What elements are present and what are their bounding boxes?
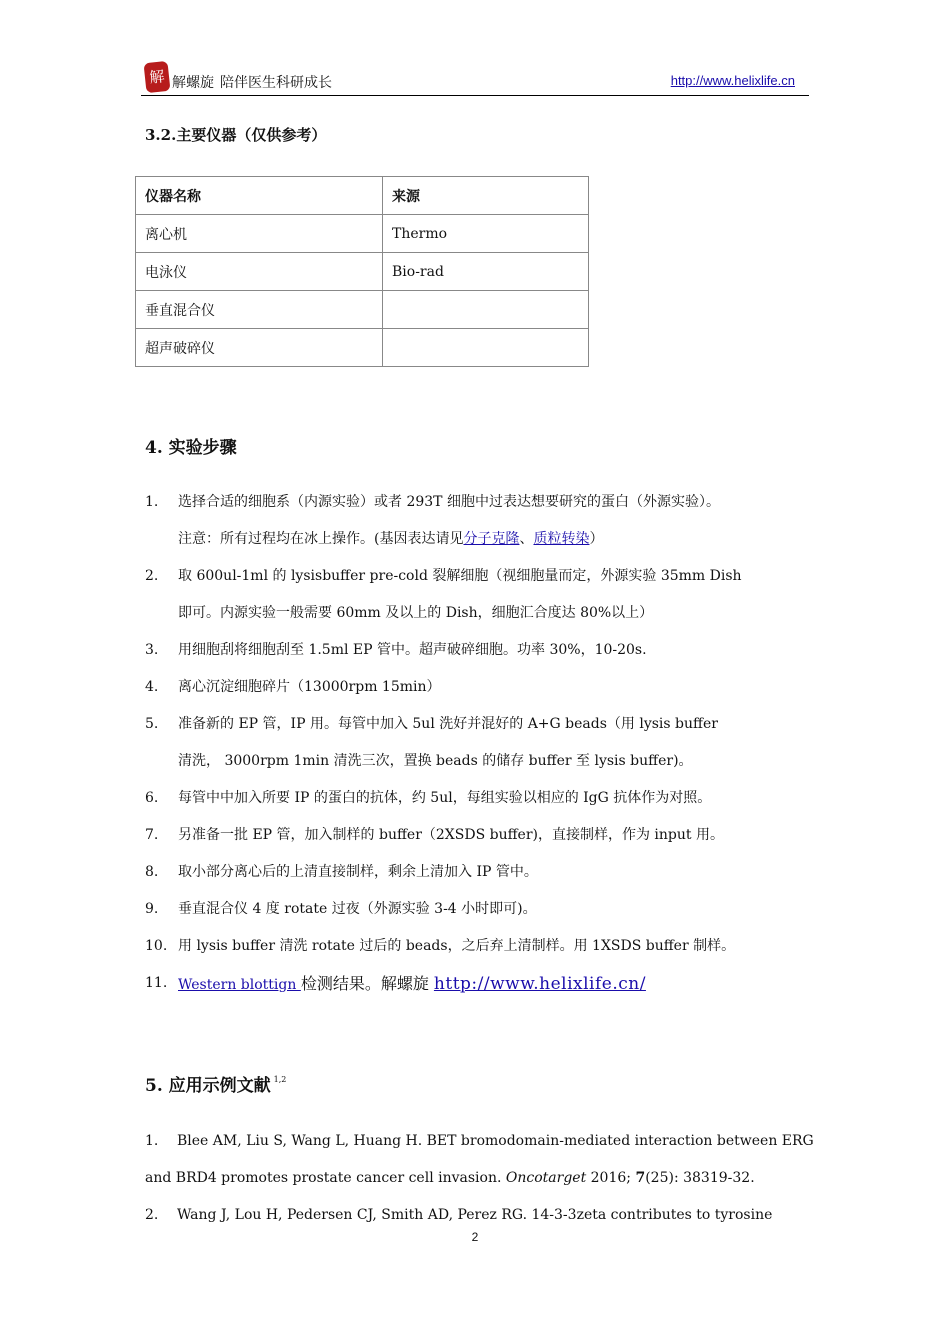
list-item [145,817,815,854]
step-number: 10. [145,938,168,954]
step-text: 用 lysis buffer 清洗 rotate 过后的 beads，之后弃上清制样。用 1XSDS buffer 制样。 [178,938,736,954]
instrument-name-cell: 超声破碎仪 [136,329,383,367]
step-number: 8. [145,864,159,880]
helix-logo: 解 [143,61,170,93]
step-number: 3. [145,642,159,658]
page-number: 2 [471,1230,479,1244]
list-item [145,632,815,669]
reference-text-continued [145,1160,810,1197]
instrument-name-cell: 垂直混合仪 [136,291,383,329]
list-item [145,928,815,965]
list-item [145,669,815,706]
step-text [178,965,815,1004]
step-number: 4. [145,679,159,695]
list-item [145,1123,814,1197]
reference-title-end: and BRD4 promotes prostate cancer cell invasion. [145,1170,506,1186]
section-3-2-title: 3.2.主要仪器（仅供参考） [145,126,327,144]
step-text: 垂直混合仪 4 度 rotate 过夜（外源实验 3-4 小时即可)。 [178,901,537,917]
instrument-table [135,176,589,367]
brand-name: 解螺旋 [172,75,214,91]
list-item [145,558,815,632]
step-text: 每管中中加入所要 IP 的蛋白的抗体，约 5ul，每组实验以相应的 IgG 抗体作为对照。 [178,790,712,806]
step-text: 准备新的 EP 管，IP 用。每管中加入 5ul 洗好并混好的 A+G beads（用 lysis buffer [178,716,718,732]
instrument-name-cell: 电泳仪 [136,253,383,291]
step-text: 用细胞刮将细胞刮至 1.5ml EP 管中。超声破碎细胞。功率 30%，10-20s. [178,642,647,658]
header-divider [141,95,809,96]
journal-name: Oncotarget [505,1170,587,1186]
step-number: 1. [145,494,159,510]
step-text: 离心沉淀细胞碎片（13000rpm 15min） [178,679,441,695]
plasmid-transfection-link[interactable]: 质粒转染 [533,531,590,547]
table-row [136,253,589,291]
reference-number: 1. [145,1133,159,1149]
instrument-source-cell [383,291,589,329]
instrument-source-cell: Thermo [383,215,589,253]
table-row [136,291,589,329]
reference-volume: 7 [635,1170,646,1186]
molecular-cloning-link[interactable]: 分子克隆 [463,531,520,547]
table-header-cell: 来源 [383,177,589,215]
list-item [145,484,815,558]
list-item [145,1197,810,1234]
section-5-title [145,1071,286,1096]
step-note-prefix: 注意：所有过程均在冰上操作。(基因表达请见 [178,531,464,547]
step-text: 取 600ul-1ml 的 lysisbuffer pre-cold 裂解细胞（视细胞量而定，外源实验 35mm Dish [178,568,742,584]
list-item [145,891,815,928]
table-row [136,215,589,253]
header-site-link[interactable]: http://www.helixlife.cn [670,73,795,88]
table-header-row [136,177,589,215]
step-text-mid: 检测结果。解螺旋 [300,974,434,993]
brand-slogan: 陪伴医生科研成长 [220,75,332,91]
step-number: 5. [145,716,159,732]
brand [172,72,332,92]
instrument-name-cell: 离心机 [136,215,383,253]
step-number: 2. [145,568,159,584]
step-text: 另准备一批 EP 管，加入制样的 buffer（2XSDS buffer)，直接制样，作为 input 用。 [178,827,724,843]
step-number: 7. [145,827,159,843]
instrument-source-cell [383,329,589,367]
list-item [145,965,815,1004]
list-item [145,706,815,780]
step-note [178,521,815,558]
page-header [0,0,950,100]
step-text: 选择合适的细胞系（内源实验）或者 293T 细胞中过表达想要研究的蛋白（外源实验）。 [178,494,720,510]
step-note-suffix: ） [589,531,604,547]
reference-number: 2. [145,1207,159,1223]
reference-list [145,1123,814,1234]
list-item [145,854,815,891]
table-row [136,329,589,367]
link-separator: 、 [519,531,534,547]
reference-text: Wang J, Lou H, Pedersen CJ, Smith AD, Perez RG. 14-3-3zeta contributes to tyrosine [177,1207,773,1223]
step-number: 6. [145,790,159,806]
table-header-cell: 仪器名称 [136,177,383,215]
section-4-title: 4. 实验步骤 [145,438,237,458]
step-number: 11. [145,975,168,991]
step-number: 9. [145,901,159,917]
section-5-title-text: 5. 应用示例文献 [145,1076,271,1096]
citation-superscript: 1,2 [273,1075,287,1084]
step-text-continued: 即可。内源实验一般需要 60mm 及以上的 Dish，细胞汇合度达 80%以上） [178,605,654,621]
protocol-steps [145,484,815,1004]
step-text-continued: 清洗， 3000rpm 1min 清洗三次，置换 beads 的储存 buffer 至 lysis buffer)。 [178,753,693,769]
step-text: 取小部分离心后的上清直接制样，剩余上清加入 IP 管中。 [178,864,538,880]
helixlife-link[interactable]: http://www.helixlife.cn/ [433,974,646,994]
western-blotting-link[interactable]: Western blottign [178,977,301,993]
reference-pages: (25): 38319-32. [645,1170,755,1186]
reference-year: 2016; [586,1170,636,1186]
instrument-source-cell: Bio-rad [383,253,589,291]
reference-text: Blee AM, Liu S, Wang L, Huang H. BET bromodomain-mediated interaction between ERG [177,1133,814,1149]
list-item [145,780,815,817]
